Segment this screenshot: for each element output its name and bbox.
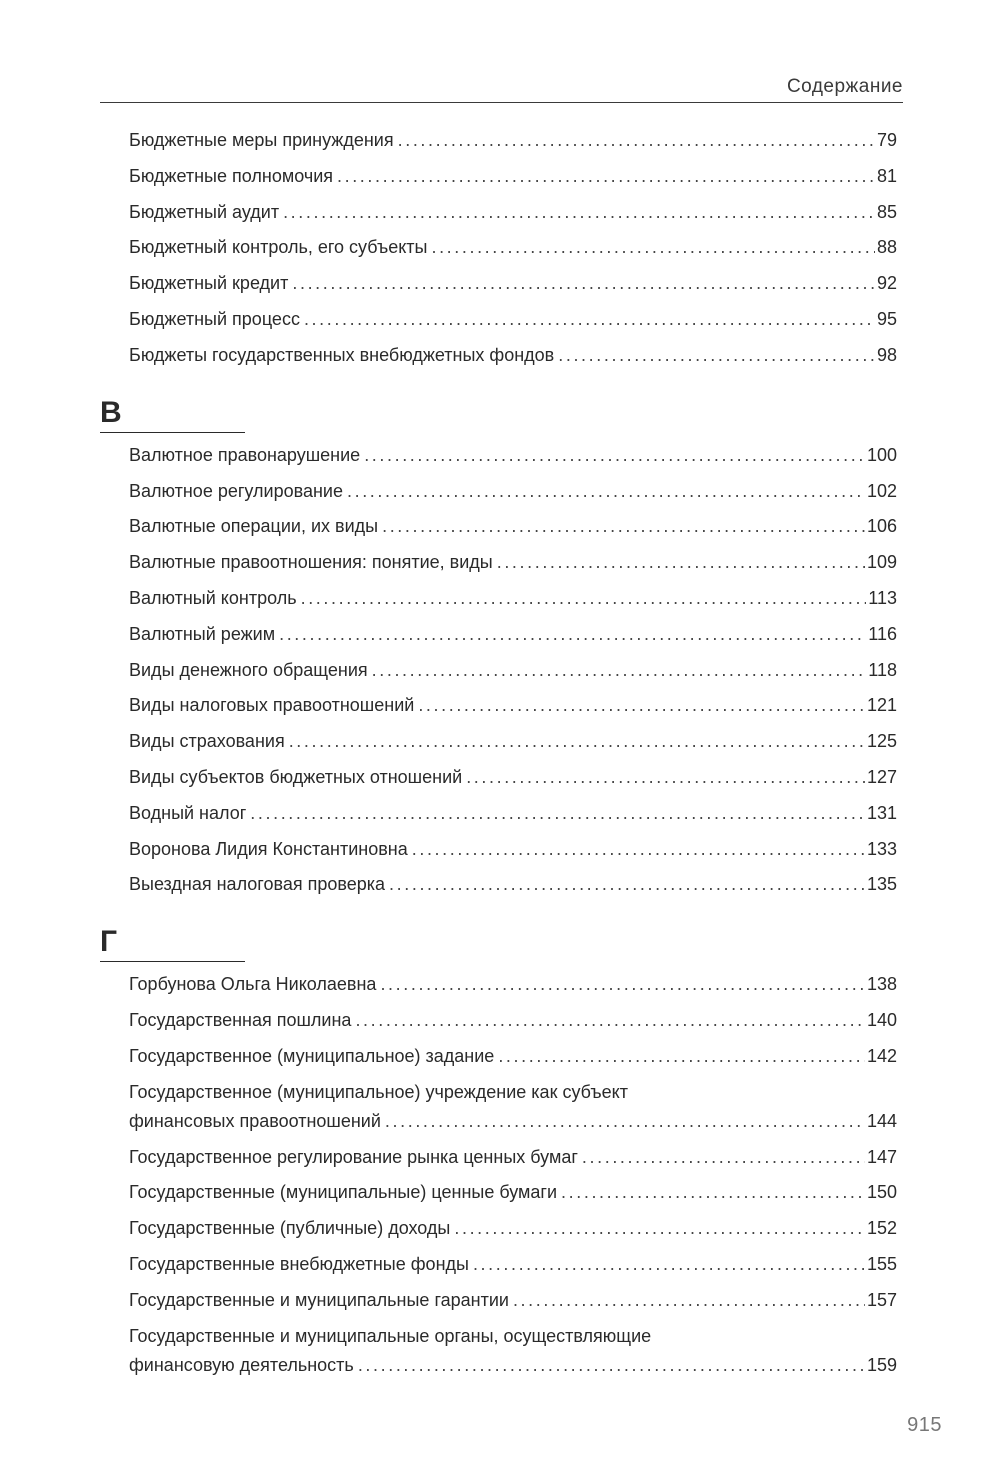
toc-entry-title: Государственные (публичные) доходы: [129, 1218, 451, 1239]
toc-entry-title: Виды субъектов бюджетных отношений: [129, 766, 463, 787]
toc-entry-title: Валютные правоотношения: понятие, виды: [129, 552, 493, 573]
toc-entry-page: 133: [866, 838, 897, 859]
toc-entry-title: Бюджетный аудит: [129, 201, 280, 222]
dot-leader: [283, 198, 875, 227]
toc-entry-title: Государственные внебюджетные фонды: [129, 1253, 469, 1274]
toc-entry-page: 100: [866, 444, 897, 465]
running-head: [100, 76, 903, 103]
toc-entry-page: 106: [866, 516, 897, 537]
toc-entry[interactable]: [129, 198, 897, 227]
toc-entry[interactable]: [129, 441, 897, 470]
toc-entry-title: Бюджетный контроль, его субъекты: [129, 237, 428, 258]
toc-entry-title-line2: финансовых правоотношений: [129, 1110, 381, 1131]
toc-entry[interactable]: [129, 1178, 897, 1207]
dot-leader: [304, 305, 875, 334]
toc-entry[interactable]: [129, 341, 897, 370]
toc-entry[interactable]: [129, 548, 897, 577]
toc-entry-page: 81: [876, 165, 897, 186]
toc-entry-page: 92: [876, 273, 897, 294]
dot-leader: [289, 727, 865, 756]
toc-entry[interactable]: [129, 763, 897, 792]
dot-leader: [473, 1250, 865, 1279]
dot-leader: [513, 1286, 865, 1315]
toc-entry[interactable]: [129, 970, 897, 999]
dot-leader: [412, 835, 865, 864]
toc-entry[interactable]: [129, 1143, 897, 1172]
dot-leader: [355, 1006, 865, 1035]
toc-entry-page: 142: [866, 1045, 897, 1066]
toc-entry-page: 152: [866, 1218, 897, 1239]
page-number: 915: [907, 1414, 942, 1436]
toc-entry[interactable]: [129, 1078, 897, 1136]
dot-leader: [301, 584, 867, 613]
toc-entry-page: 116: [868, 623, 897, 644]
toc-entry-title: Валютный контроль: [129, 587, 297, 608]
toc-entry[interactable]: [129, 799, 897, 828]
dot-leader: [561, 1178, 865, 1207]
dot-leader: [389, 870, 865, 899]
dot-leader: [582, 1143, 865, 1172]
toc-entry-page: 157: [866, 1289, 897, 1310]
dot-leader: [431, 233, 875, 262]
dot-leader: [364, 441, 865, 470]
toc-entry-page: 85: [876, 201, 897, 222]
toc-entry-page: 109: [866, 552, 897, 573]
toc-entry-page: 147: [866, 1146, 897, 1167]
toc-entry[interactable]: [129, 305, 897, 334]
toc-entry-title: Валютное регулирование: [129, 480, 343, 501]
dot-leader: [498, 1042, 865, 1071]
toc-entry-title: Бюджетный процесс: [129, 308, 300, 329]
toc-entry-title: Бюджетный кредит: [129, 273, 289, 294]
dot-leader: [358, 1351, 865, 1380]
toc-entry-title: Государственные и муниципальные гарантии: [129, 1289, 509, 1310]
toc-entry-title: Государственная пошлина: [129, 1010, 352, 1031]
toc-entry-page: 118: [868, 659, 897, 680]
dot-leader: [250, 799, 865, 828]
toc-entry[interactable]: [129, 1286, 897, 1315]
toc-entry[interactable]: [129, 691, 897, 720]
toc-entry-title: Виды страхования: [129, 731, 285, 752]
toc-entry[interactable]: [129, 1214, 897, 1243]
dot-leader: [292, 269, 875, 298]
toc-entry[interactable]: [129, 1006, 897, 1035]
toc-entry-title: Государственное (муниципальное) задание: [129, 1045, 495, 1066]
toc-entry-title: Горбунова Ольга Николаевна: [129, 974, 377, 995]
toc-entry-title: Виды налоговых правоотношений: [129, 695, 415, 716]
running-head-title: Содержание: [786, 76, 903, 97]
toc-entry-page: 95: [876, 308, 897, 329]
toc-entry-title: Валютные операции, их виды: [129, 516, 379, 537]
dot-leader: [385, 1107, 865, 1136]
dot-leader: [380, 970, 865, 999]
toc-entry-page: 138: [866, 974, 897, 995]
section-letter-heading: [100, 392, 245, 433]
toc-entry-page: 131: [866, 802, 897, 823]
toc-entry-page: 125: [866, 731, 897, 752]
toc-entry-page: 150: [866, 1182, 897, 1203]
toc-entry[interactable]: [129, 477, 897, 506]
toc-entry-title: Валютное правонарушение: [129, 444, 361, 465]
toc-entry-page: 113: [868, 587, 897, 608]
toc-entry-title: Государственные (муниципальные) ценные бумаги: [129, 1182, 558, 1203]
toc-entry[interactable]: [129, 727, 897, 756]
toc-entry-page: 135: [866, 874, 897, 895]
dot-leader: [558, 341, 875, 370]
toc-entry[interactable]: [129, 870, 897, 899]
toc-entry[interactable]: [129, 584, 897, 613]
toc-entry-page: 79: [876, 130, 897, 150]
toc-entry[interactable]: [129, 656, 897, 685]
toc-entry-page: 127: [866, 766, 897, 787]
toc-entry[interactable]: [129, 269, 897, 298]
toc-entry-page: 159: [866, 1354, 897, 1375]
toc-entry-title: Бюджетные меры принуждения: [129, 130, 394, 150]
toc-entry-page: 155: [866, 1253, 897, 1274]
dot-leader: [466, 763, 865, 792]
toc-entry-title: Государственное регулирование рынка ценных бумаг: [129, 1146, 578, 1167]
toc-entry-title: Водный налог: [129, 802, 247, 823]
section-letter: В: [100, 395, 122, 429]
dot-leader: [454, 1214, 865, 1243]
toc-entry-title: Бюджеты государственных внебюджетных фондов: [129, 344, 555, 365]
toc-entry-title: Воронова Лидия Константиновна: [129, 838, 408, 859]
dot-leader: [347, 477, 865, 506]
toc-entry-title-line2: финансовую деятельность: [129, 1354, 354, 1375]
toc-entry-title: Валютный режим: [129, 623, 276, 644]
toc-entry-page: 88: [876, 237, 897, 258]
section-letter-heading: [100, 921, 245, 962]
toc-entry-page: 144: [866, 1110, 897, 1131]
dot-leader: [279, 620, 866, 649]
toc-entry[interactable]: [129, 512, 897, 541]
toc-entry-page: 102: [866, 480, 897, 501]
toc-entry[interactable]: [129, 835, 897, 864]
toc-entry-title: Выездная налоговая проверка: [129, 874, 386, 895]
toc-entry[interactable]: [129, 620, 897, 649]
toc-entry-page: 121: [866, 695, 897, 716]
toc-entry-title: Бюджетные полномочия: [129, 165, 333, 186]
dot-leader: [372, 656, 867, 685]
toc-entry-page: 140: [866, 1010, 897, 1031]
toc-entry[interactable]: [129, 1322, 897, 1380]
toc-entry[interactable]: [129, 1042, 897, 1071]
toc-entry[interactable]: [129, 1250, 897, 1279]
toc-entry[interactable]: [129, 162, 897, 191]
table-of-contents: [100, 126, 897, 1386]
dot-leader: [418, 691, 865, 720]
toc-entry-title-line1: Государственное (муниципальное) учреждение как субъект: [129, 1081, 628, 1102]
dot-leader: [398, 126, 875, 155]
toc-entry[interactable]: [129, 233, 897, 262]
toc-entry[interactable]: [129, 126, 897, 155]
section-letter: Г: [100, 925, 118, 959]
toc-entry-title: Виды денежного обращения: [129, 659, 368, 680]
toc-entry-title-line1: Государственные и муниципальные органы, осуществляющие: [129, 1325, 652, 1346]
dot-leader: [382, 512, 865, 541]
toc-entry-page: 98: [876, 344, 897, 365]
dot-leader: [497, 548, 865, 577]
dot-leader: [337, 162, 875, 191]
